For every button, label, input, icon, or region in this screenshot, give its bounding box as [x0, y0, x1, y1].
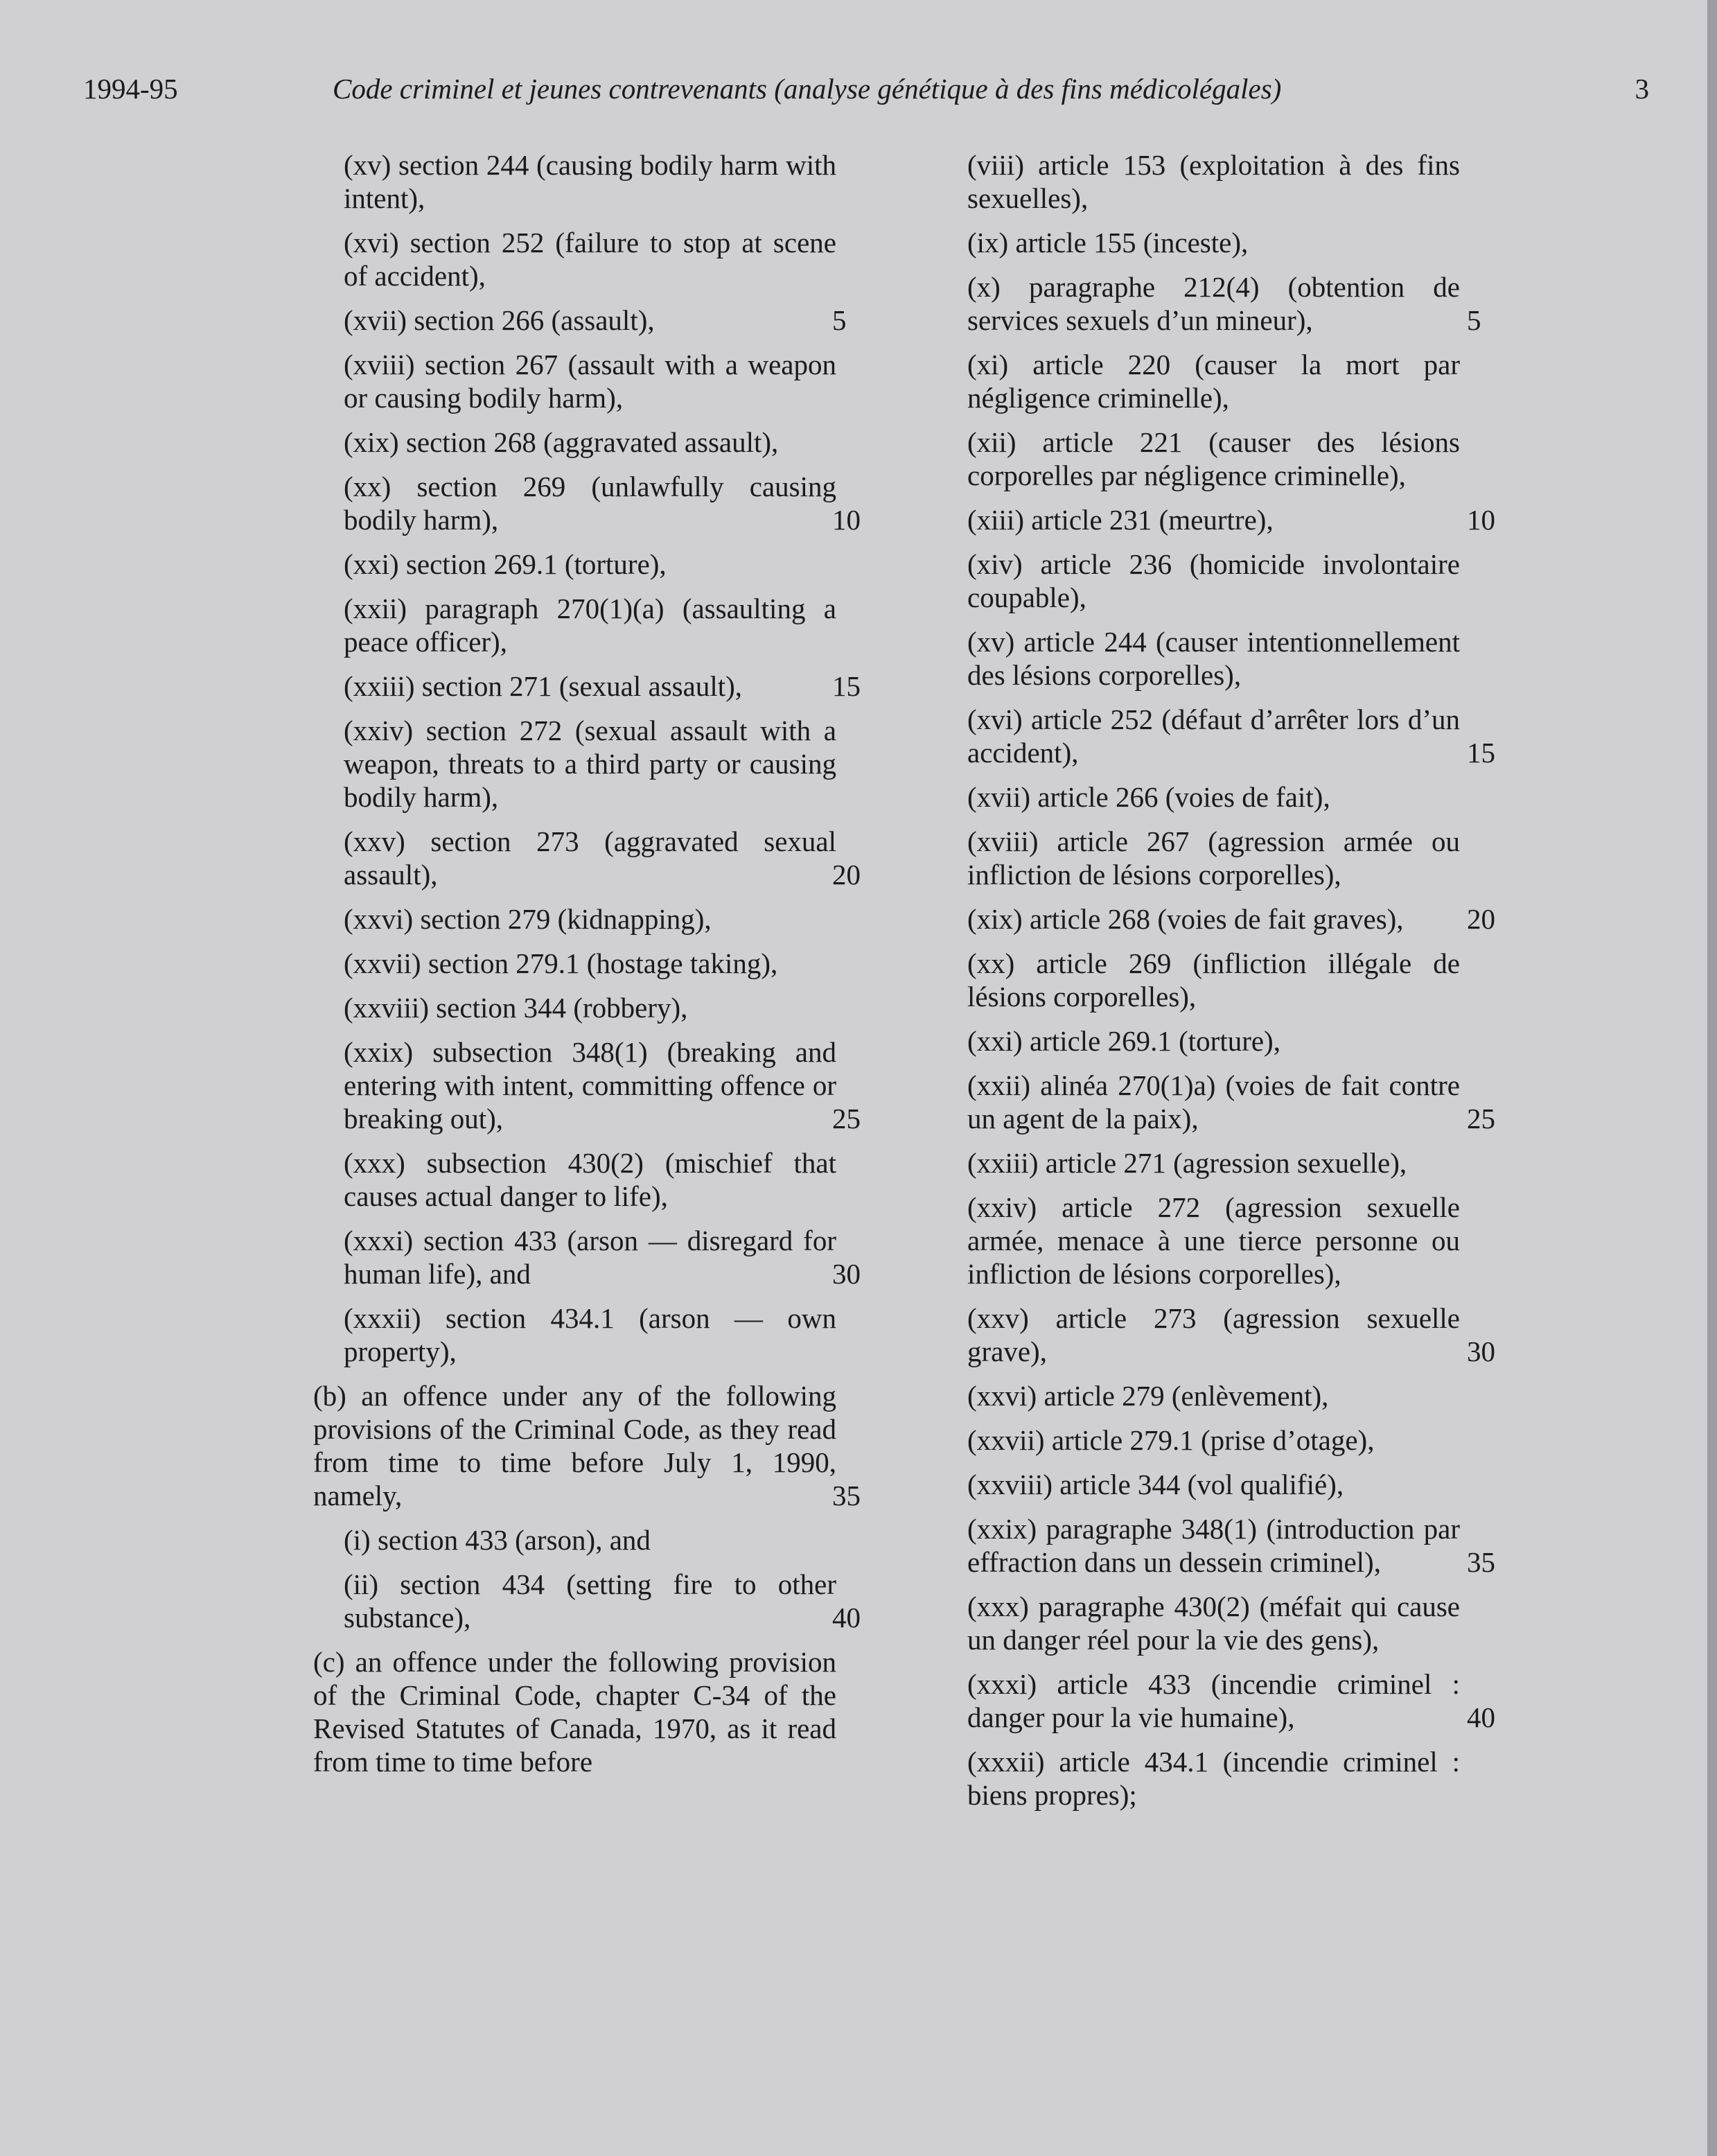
provision-item [937, 1590, 1460, 1656]
provision-item [937, 1745, 1460, 1812]
provision-item [313, 1645, 836, 1778]
provision-item [937, 226, 1460, 259]
line-number: 10 [832, 504, 861, 536]
provision-text: (xxvii) section 279.1 (hostage taking), [344, 947, 778, 979]
provision-text: (ii) section 434 (setting fire to other substance), [344, 1568, 836, 1633]
line-number: 10 [1467, 504, 1495, 536]
provision-text: (xviii) article 267 (agression armée ou infliction de lésions corporelles), [967, 825, 1460, 891]
provision-item [313, 1568, 861, 1634]
provision-item [937, 1024, 1460, 1058]
provision-item [313, 991, 836, 1024]
provision-text: (xxviii) section 344 (robbery), [344, 992, 688, 1024]
provision-text: (xxvi) section 279 (kidnapping), [344, 903, 712, 935]
provision-item [937, 270, 1481, 337]
provision-item [313, 470, 861, 536]
line-number: 35 [832, 1480, 861, 1511]
provision-text: (xxvi) article 279 (enlèvement), [967, 1380, 1329, 1412]
provision-item [937, 547, 1460, 614]
provision-text: (xxviii) article 344 (vol qualifié), [967, 1469, 1344, 1500]
provision-text: (xviii) section 267 (assault with a weapon or causing bodily harm), [344, 349, 836, 414]
provision-text: (xii) article 221 (causer des lésions corporelles par négligence criminelle), [967, 426, 1460, 491]
provision-item [937, 1667, 1495, 1734]
provision-text: (xiv) article 236 (homicide involontaire coupable), [967, 548, 1460, 613]
provision-item [313, 592, 836, 658]
provision-text: (xxiv) article 272 (agression sexuelle armée, menace à une tierce personne ou infliction de lésions corporelles), [967, 1191, 1460, 1290]
provision-item [313, 825, 861, 891]
provision-item [937, 1069, 1495, 1135]
provision-item [313, 714, 836, 814]
french-column [937, 148, 1495, 1823]
provision-item [313, 304, 847, 337]
provision-item [937, 703, 1495, 769]
provision-text: (xxv) section 273 (aggravated sexual assault), [344, 825, 836, 891]
provision-text: (xvii) article 266 (voies de fait), [967, 781, 1330, 813]
provision-text: (xxiii) article 271 (agression sexuelle), [967, 1147, 1407, 1179]
line-number: 30 [1467, 1335, 1495, 1367]
provision-text: (i) section 433 (arson), and [344, 1524, 651, 1556]
provision-text: (xxx) paragraphe 430(2) (méfait qui cause un danger réel pour la vie des gens), [967, 1590, 1460, 1656]
line-number: 15 [832, 670, 861, 702]
provision-item [313, 1035, 861, 1135]
running-header [83, 72, 1649, 114]
provision-item [937, 902, 1495, 936]
provision-item [313, 148, 836, 215]
line-number: 25 [832, 1103, 861, 1134]
provision-item [937, 426, 1460, 492]
provision-text: (xix) article 268 (voies de fait graves), [967, 903, 1404, 935]
provision-item [937, 348, 1460, 414]
provision-item [937, 947, 1460, 1013]
provision-item [937, 1302, 1495, 1368]
provision-item [313, 1379, 861, 1512]
line-number: 20 [832, 859, 861, 891]
provision-item [937, 1146, 1460, 1180]
line-number: 5 [832, 304, 847, 336]
provision-item [313, 348, 836, 414]
provision-text: (xxix) paragraphe 348(1) (introduction par effraction dans un dessein criminel), [967, 1513, 1460, 1578]
line-number: 5 [1467, 304, 1481, 336]
provision-item [313, 1146, 836, 1213]
provision-text: (c) an offence under the following provision of the Criminal Code, chapter C-34 of the Revised Statutes of Canada, 1970, as it read from time to time before [313, 1646, 836, 1778]
provision-text: (xxi) section 269.1 (torture), [344, 548, 667, 580]
provision-item [313, 547, 836, 581]
line-number: 15 [1467, 737, 1495, 769]
provision-text: (xvii) section 266 (assault), [344, 304, 655, 336]
provision-text: (xix) section 268 (aggravated assault), [344, 426, 779, 458]
provision-text: (ix) article 155 (inceste), [967, 227, 1249, 258]
running-title: Code criminel et jeunes contrevenants (analyse génétique à des fins médicolégales) [333, 73, 1282, 105]
provision-text: (xxxi) section 433 (arson — disregard for human life), and [344, 1225, 836, 1290]
provision-text: (xx) article 269 (infliction illégale de lésions corporelles), [967, 947, 1460, 1013]
page-edge [1707, 0, 1717, 2156]
provision-item [313, 902, 836, 936]
provision-text: (xxii) paragraph 270(1)(a) (assaulting a peace officer), [344, 593, 836, 658]
line-number: 20 [1467, 903, 1495, 935]
provision-text: (b) an offence under any of the following provisions of the Criminal Code, as they read from time to time before July 1, 1990, namely, [313, 1380, 836, 1511]
provision-text: (xxiii) section 271 (sexual assault), [344, 670, 743, 702]
line-number: 35 [1467, 1546, 1495, 1578]
provision-text: (xi) article 220 (causer la mort par négligence criminelle), [967, 349, 1460, 414]
provision-item [937, 503, 1495, 536]
line-number: 25 [1467, 1103, 1495, 1134]
line-number: 40 [832, 1602, 861, 1633]
page-number: 3 [1635, 73, 1649, 105]
provision-item [937, 780, 1460, 814]
provision-item [937, 825, 1460, 891]
provision-text: (xxxi) article 433 (incendie criminel : danger pour la vie humaine), [967, 1668, 1460, 1733]
provision-text: (xxi) article 269.1 (torture), [967, 1025, 1280, 1057]
provision-item [313, 1523, 836, 1557]
provision-text: (xxxii) article 434.1 (incendie criminel : biens propres); [967, 1746, 1460, 1811]
provision-text: (xxvii) article 279.1 (prise d’otage), [967, 1424, 1375, 1456]
provision-text: (xvi) article 252 (défaut d’arrêter lors d’un accident), [967, 703, 1460, 769]
provision-item [313, 426, 836, 459]
provision-text: (xiii) article 231 (meurtre), [967, 504, 1274, 536]
provision-text: (xxxii) section 434.1 (arson — own property), [344, 1302, 836, 1367]
provision-text: (x) paragraphe 212(4) (obtention de services sexuels d’un mineur), [967, 271, 1460, 336]
provision-text: (viii) article 153 (exploitation à des fins sexuelles), [967, 149, 1460, 214]
provision-text: (xv) article 244 (causer intentionnellement des lésions corporelles), [967, 626, 1460, 691]
provision-text: (xvi) section 252 (failure to stop at scene of accident), [344, 227, 836, 292]
provision-text: (xxii) alinéa 270(1)a) (voies de fait contre un agent de la paix), [967, 1069, 1460, 1134]
provision-text: (xxx) subsection 430(2) (mischief that causes actual danger to life), [344, 1147, 836, 1212]
line-number: 30 [832, 1258, 861, 1290]
provision-item [937, 625, 1460, 692]
line-number: 40 [1467, 1701, 1495, 1733]
provision-item [937, 1379, 1460, 1412]
provision-item [937, 1468, 1460, 1501]
provision-item [313, 226, 836, 292]
provision-item [313, 669, 861, 703]
provision-text: (xxix) subsection 348(1) (breaking and entering with intent, committing offence or breaking out), [344, 1036, 836, 1134]
provision-text: (xv) section 244 (causing bodily harm with intent), [344, 149, 836, 214]
provision-item [313, 1224, 861, 1290]
provision-item [313, 947, 836, 980]
provision-text: (xx) section 269 (unlawfully causing bodily harm), [344, 471, 836, 536]
provision-item [937, 1512, 1495, 1579]
provision-item [937, 148, 1460, 215]
provision-text: (xxv) article 273 (agression sexuelle grave), [967, 1302, 1460, 1367]
provision-text: (xxiv) section 272 (sexual assault with a weapon, threats to a third party or causing bodily harm), [344, 715, 836, 813]
provision-item [313, 1302, 836, 1368]
provision-item [937, 1423, 1460, 1457]
english-column [313, 148, 861, 1789]
provision-item [937, 1191, 1460, 1290]
session-label: 1994-95 [83, 73, 178, 105]
